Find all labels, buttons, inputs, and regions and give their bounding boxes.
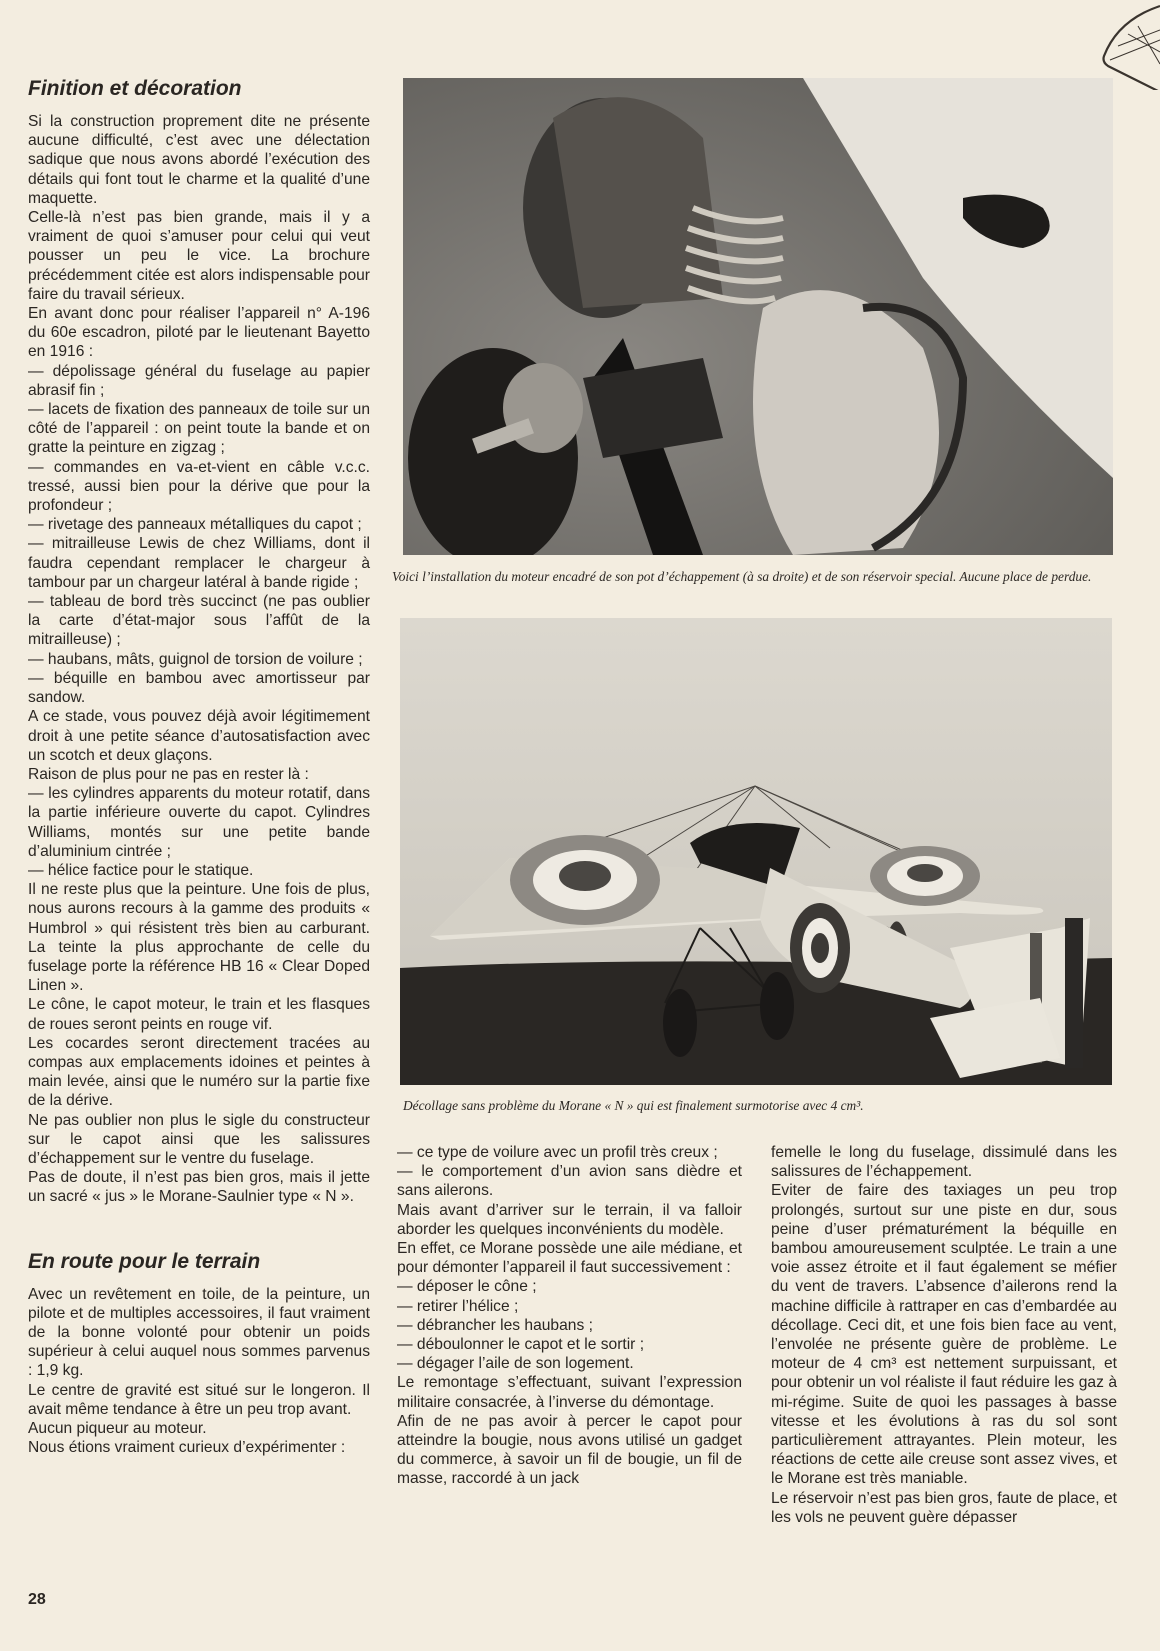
list-item: — déposer le cône ; bbox=[397, 1278, 537, 1296]
paragraph: Afin de ne pas avoir à percer le capot pour atteindre la bougie, nous avons utilisé un gadget du commerce, à savoir un fil de bougie, un fil de masse, raccordé à un jack bbox=[397, 1412, 742, 1488]
paragraph: Raison de plus pour ne pas en rester là : bbox=[28, 765, 309, 783]
paragraph: Il ne reste plus que la peinture. Une fois de plus, nous aurons recours à la gamme des produits « Humbrol » qui résistent très bien au carburant. La teinte la plus approchante de celle du fuselage porte la référence HB 16 « Clear Doped Linen ». bbox=[28, 881, 370, 995]
paragraph: Celle-là n’est pas bien grande, mais il y a vraiment de quoi s’amuser pour celui qui veut pousser un peu le vice. La brochure précédemment citée est alors indispensable pour faire du travail sérieux. bbox=[28, 209, 370, 303]
page-number: 28 bbox=[28, 1591, 46, 1608]
list-item: — tableau de bord très succinct (ne pas oublier la carte d’état-major sous l’affût de la mitrailleuse) ; bbox=[28, 593, 370, 649]
section-finition-body bbox=[28, 112, 370, 1207]
list-item: — rivetage des panneaux métalliques du capot ; bbox=[28, 516, 362, 534]
aircraft-sketch-icon bbox=[1088, 0, 1160, 90]
list-item: — dépolissage général du fuselage au papier abrasif fin ; bbox=[28, 362, 370, 399]
paragraph: A ce stade, vous pouvez déjà avoir légitimement droit à une petite séance d’autosatisfaction avec un scotch et deux glaçons. bbox=[28, 708, 370, 764]
section-terrain-body bbox=[28, 1285, 370, 1458]
list-item: — retirer l’hélice ; bbox=[397, 1297, 519, 1315]
paragraph: Mais avant d’arriver sur le terrain, il va falloir aborder les quelques inconvénients du modèle. bbox=[397, 1201, 742, 1238]
paragraph: Le remontage s’effectuant, suivant l’expression militaire consacrée, à l’inverse du démontage. bbox=[397, 1374, 742, 1411]
paragraph: Avec un revêtement en toile, de la peinture, un pilote et de multiples accessoires, il faut vraiment de la bonne volonté pour obtenir un poids supérieur à celui auquel nous sommes parvenus : 1,9 kg. bbox=[28, 1285, 370, 1380]
list-item: — ce type de voilure avec un profil très creux ; bbox=[397, 1144, 718, 1161]
list-item: — dégager l’aile de son logement. bbox=[397, 1355, 634, 1373]
engine-photo bbox=[403, 78, 1113, 555]
engine-photo-caption: Voici l’installation du moteur encadré de son pot d’échappement (à sa droite) et de son réservoir special. Aucune place de perdue. bbox=[392, 569, 1092, 584]
list-item: — béquille en bambou avec amortisseur par sandow. bbox=[28, 669, 370, 707]
paragraph: Si la construction proprement dite ne présente aucune difficulté, c’est avec une délectation sadique que nous avons abordé l’exécution des détails qui font tout le charme et la qualité d’une maquette. bbox=[28, 113, 370, 207]
paragraph: Eviter de faire des taxiages un peu trop prolongés, surtout sur une piste en dur, sous peine d’user prématurément la béquille en bambou amoureusement sculptée. Le train a une voie assez étroite et il faut également se méfier du vent de travers. L’absence d’ailerons rend la machine difficile à rattraper en cas d’embardée au décollage. Ceci dit, et une fois bien face au vent, l’envolée ne présente guère de problème. Le moteur de 4 cm³ est nettement surpuissant, et pour obtenir un vol réaliste il faut réduire les gaz à mi-régime. Suite de quoi les passages à basse vitesse et les évolutions à ras du sol sont particulièrement attrayantes. Plein moteur, les réactions de cette aile creuse sont assez vives, et le Morane est très maniable. bbox=[771, 1182, 1117, 1488]
paragraph: Pas de doute, il n’est pas bien gros, mais il jette un sacré « jus » le Morane-Saulnier type « N ». bbox=[28, 1169, 370, 1206]
paragraph: femelle le long du fuselage, dissimulé dans les salissures de l’échappement. bbox=[771, 1144, 1117, 1181]
list-item: — lacets de fixation des panneaux de toile sur un côté de l’appareil : on peint toute la bande et on gratte la peinture en zigzag ; bbox=[28, 401, 370, 457]
left-column bbox=[28, 76, 370, 1457]
paragraph: Les cocardes seront directement tracées au compas aux emplacements idoines et peintes à main levée, ainsi que le numéro sur la partie fixe de la dérive. bbox=[28, 1034, 370, 1110]
paragraph: Le cône, le capot moteur, le train et les flasques de roues seront peints en rouge vif. bbox=[28, 996, 370, 1033]
paragraph: Le centre de gravité est situé sur le longeron. Il avait même tendance à être un peu trop avant. bbox=[28, 1381, 370, 1418]
middle-column bbox=[397, 1143, 742, 1489]
plane-photo-caption: Décollage sans problème du Morane « N » qui est finalement surmotorise avec 4 cm³. bbox=[403, 1098, 864, 1113]
section-heading-finition: Finition et décoration bbox=[28, 77, 242, 100]
list-item: — les cylindres apparents du moteur rotatif, dans la partie inférieure ouverte du capot. Cylindres Williams, montés sur une petite bande d’aluminium cintrée ; bbox=[28, 785, 370, 860]
paragraph: Aucun piqueur au moteur. bbox=[28, 1420, 207, 1437]
list-item: — mitrailleuse Lewis de chez Williams, dont il faudra cependant remplacer le chargeur à tambour par un chargeur latéral à bande rigide ; bbox=[28, 535, 370, 591]
list-item: — hélice factice pour le statique. bbox=[28, 861, 254, 879]
section-heading-terrain: En route pour le terrain bbox=[28, 1249, 261, 1273]
list-item: — le comportement d’un avion sans dièdre et sans ailerons. bbox=[397, 1163, 742, 1200]
list-item: — commandes en va-et-vient en câble v.c.c. tressé, aussi bien pour la dérive que pour la profondeur ; bbox=[28, 458, 370, 515]
paragraph: Le réservoir n’est pas bien gros, faute de place, et les vols ne peuvent guère dépasser bbox=[771, 1489, 1117, 1526]
list-item: — haubans, mâts, guignol de torsion de voilure ; bbox=[28, 650, 363, 668]
list-item: — déboulonner le capot et le sortir ; bbox=[397, 1336, 645, 1354]
plane-takeoff-photo bbox=[400, 618, 1112, 1085]
paragraph: En avant donc pour réaliser l’appareil n° A-196 du 60e escadron, piloté par le lieutenant Bayetto en 1916 : bbox=[28, 305, 370, 361]
paragraph: Ne pas oublier non plus le sigle du constructeur sur le capot ainsi que les salissures d’échappement sur le ventre du fuselage. bbox=[28, 1111, 370, 1167]
paragraph: En effet, ce Morane possède une aile médiane, et pour démonter l’appareil il faut successivement : bbox=[397, 1240, 742, 1277]
paragraph: Nous étions vraiment curieux d’expérimenter : bbox=[28, 1439, 346, 1457]
list-item: — débrancher les haubans ; bbox=[397, 1316, 593, 1334]
right-column bbox=[771, 1143, 1117, 1527]
